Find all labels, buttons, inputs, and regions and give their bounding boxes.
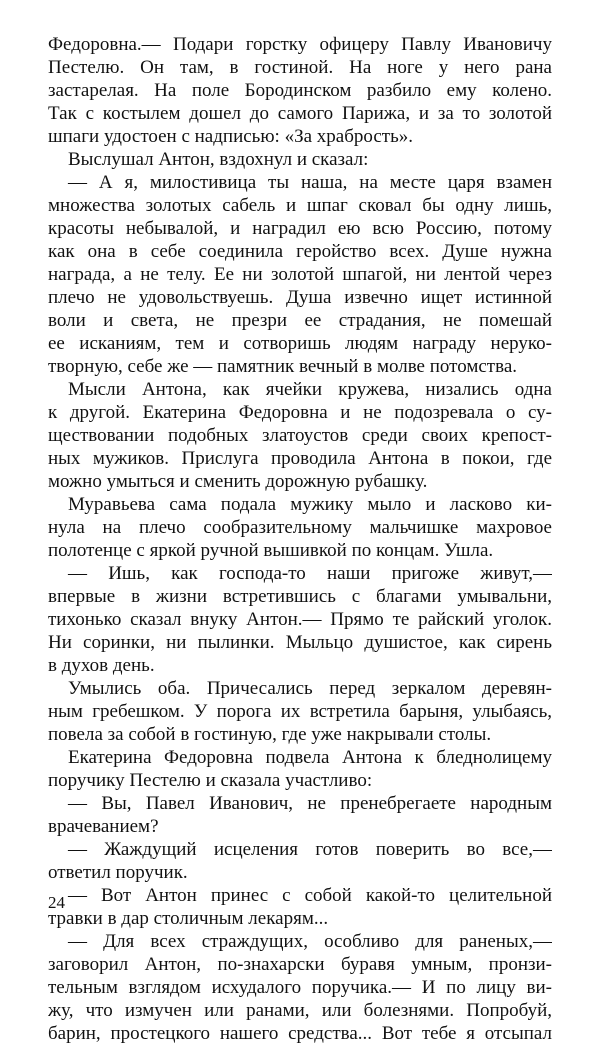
text-line: — Ишь, как господа-то наши пригоже живут,— (68, 563, 552, 584)
text-line: — А я, милостивица ты наша, на месте царя взамен (68, 172, 552, 193)
text-line: ным гребешком. У порога их встретила барыня, улыбаясь, (48, 701, 552, 722)
text-line: награда, а не телу. Ее ни золотой шпагой, ни лентой через (48, 264, 552, 285)
text-line: творную, себе же — памятник вечный в молве потомства. (48, 356, 518, 377)
text-line: застарелая. На поле Бородинском разбило ему колено. (48, 80, 552, 101)
text-line: к другой. Екатерина Федоровна и не подозревала о су- (48, 402, 552, 423)
text-line: травки в дар столичным лекарям... (48, 908, 329, 929)
text-line: врачеванием? (48, 816, 159, 837)
text-line: нула на плечо сообразительному мальчишке махровое (48, 517, 552, 538)
text-line: Ни соринки, ни пылинки. Мыльцо душистое, как сирень (48, 632, 552, 653)
text-line: жу, что измучен или ранами, или болезнями. Попробуй, (48, 1000, 552, 1021)
text-line: Екатерина Федоровна подвела Антона к бледнолицему (68, 747, 552, 768)
text-line: — Вы, Павел Иванович, не пренебрегаете народным (68, 793, 552, 814)
text-line: — Жаждущий исцеления готов поверить во все,— (68, 839, 552, 860)
text-line: полотенце с яркой ручной вышивкой по концам. Ушла. (48, 540, 494, 561)
text-line: ществовании подобных златоустов среди своих крепост- (48, 425, 552, 446)
text-line: можно умыться и сменить дорожную рубашку. (48, 471, 428, 492)
book-page-text (48, 33, 552, 1045)
text-line: тельным взглядом исхудалого поручика.— И по лицу ви- (48, 977, 552, 998)
text-line: Мысли Антона, как ячейки кружева, низались одна (68, 379, 552, 400)
text-line: ее исканиям, тем и сотворишь людям награду неруко- (48, 333, 552, 354)
text-line: повела за собой в гостиную, где уже накрывали столы. (48, 724, 492, 745)
text-line: в духов день. (48, 655, 155, 676)
text-line: барин, простецкого нашего средства... Вот тебе я отсыпал (48, 1023, 552, 1044)
text-line: как она в себе соединила геройство всех. Душе нужна (48, 241, 552, 262)
text-line: тихонько сказал внуку Антон.— Прямо те райский уголок. (48, 609, 552, 630)
text-line: красоты небывалой, и наградил ею всю Россию, потому (48, 218, 552, 239)
text-line: множества золотых сабель и шпаг сковал бы одну лишь, (48, 195, 552, 216)
text-line: — Вот Антон принес с собой какой-то целительной (68, 885, 552, 906)
text-line: впервые в жизни встретившись с благами умывальни, (48, 586, 552, 607)
text-line: Муравьева сама подала мужику мыло и ласково ки- (68, 494, 552, 515)
text-line: шпаги удостоен с надписью: «За храбрость». (48, 126, 413, 147)
text-line: Пестелю. Он там, в гостиной. На ноге у него рана (48, 57, 552, 78)
text-line: плечо не удовольствуешь. Душа извечно ищет истинной (48, 287, 552, 308)
text-line: Умылись оба. Причесались перед зеркалом деревян- (68, 678, 552, 699)
text-line: ответил поручик. (48, 862, 188, 883)
text-line: ных мужиков. Прислуга проводила Антона в покои, где (48, 448, 552, 469)
text-line: воли и света, не презри ее страдания, не помешай (48, 310, 552, 331)
text-line: — Для всех страждущих, особливо для раненых,— (68, 931, 552, 952)
page-number: 24 (48, 893, 65, 912)
text-line: поручику Пестелю и сказала участливо: (48, 770, 373, 791)
text-line: заговорил Антон, по-знахарски буравя умным, пронзи- (48, 954, 552, 975)
text-line: Выслушал Антон, вздохнул и сказал: (68, 149, 369, 170)
text-line: Федоровна.— Подари горстку офицеру Павлу Ивановичу (48, 34, 552, 55)
text-line: Так с костылем дошел до самого Парижа, и за то золотой (48, 103, 552, 124)
